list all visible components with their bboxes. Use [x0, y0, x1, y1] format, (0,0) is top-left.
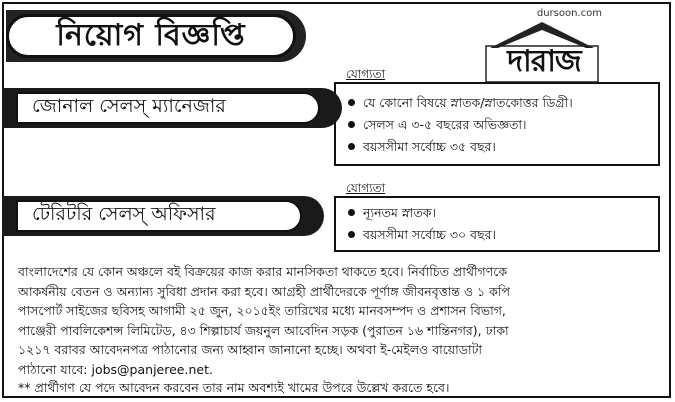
requirement-item: সেলস এ ৩-৫ বছরের অভিজ্ঞতা।: [336, 114, 658, 136]
logo-url: dursoon.com: [536, 8, 602, 19]
footnote: ** প্রার্থীগণ যে পদে আবেদন করবেন তার নাম অবশ্যই খামের উপরে উল্লেখ করতে হবে।: [18, 380, 450, 395]
body-line: ১২১৭ বরাবর আবেদনপত্র পাঠানোর জন্য আহ্বান জানানো হচ্ছে। অথবা ই-মেইলও বায়োডাটা: [18, 342, 483, 357]
requirement-item: বয়সসীমা সর্বোচ্চ ৩০ বছর।: [336, 224, 658, 246]
job-title-bar-2: [2, 196, 302, 236]
requirement-item: ন্যূনতম স্নাতক।: [336, 202, 658, 224]
bullet-icon: [348, 231, 355, 238]
qualification-box-2: [334, 196, 660, 252]
body-line: আকর্ষনীয় বেতন ও অন্যান্য সুবিধা প্রদান করা হবে। আগ্রহী প্রার্থীদেরকে পূর্ণাঙ্গ জীবনবৃত্তান্ত ও ১ কপি: [18, 283, 510, 299]
bullet-icon: [348, 99, 355, 106]
job-title-bar-1: [2, 88, 320, 128]
body-paragraph: [18, 262, 662, 379]
bullet-icon: [348, 121, 355, 128]
qualification-box-1: [334, 82, 660, 166]
company-logo: [482, 8, 602, 86]
requirement-item: যে কোনো বিষয়ে স্নাতক/স্নাতকোত্তর ডিগ্রী।: [336, 92, 658, 114]
body-line: বাংলাদেশের যে কোন অঞ্চলে বই বিক্রয়ের কাজ করার মানসিকতা থাকতে হবে। নির্বাচিত প্রার্থীগণকে: [18, 264, 508, 279]
body-line: পাঞ্জেরী পাবলিকেশন্স লিমিটেড, ৪৩ শিল্পাচার্য জয়নুল আবেদিন সড়ক (পুরাতন ১৬ শান্তিনগর), ঢাকা: [18, 322, 509, 338]
body-line: পাসপোর্ট সাইজের ছবিসহ আগামী ২৫ জুন, ২০১৫ইং তারিখের মধ্যে মানবসম্পদ ও প্রশাসন বিভাগ,: [18, 303, 506, 318]
qualification-label-1: যোগ্যতা: [346, 67, 386, 81]
job-title-1: জোনাল সেলস্ ম্যানেজার: [16, 92, 320, 124]
page-title: নিয়োগ বিজ্ঞপ্তি: [6, 14, 296, 58]
requirement-item: বয়সসীমা সর্বোচ্চ ৩৫ বছর।: [336, 136, 658, 158]
logo-name: দারাজ: [507, 44, 581, 79]
bullet-icon: [348, 143, 355, 150]
bullet-icon: [348, 209, 355, 216]
qualification-label-2: যোগ্যতা: [346, 181, 386, 195]
job-title-2: টেরিটরি সেলস্ অফিসার: [16, 200, 302, 232]
body-line: পাঠানো যাবে: jobs@panjeree.net.: [18, 361, 213, 377]
